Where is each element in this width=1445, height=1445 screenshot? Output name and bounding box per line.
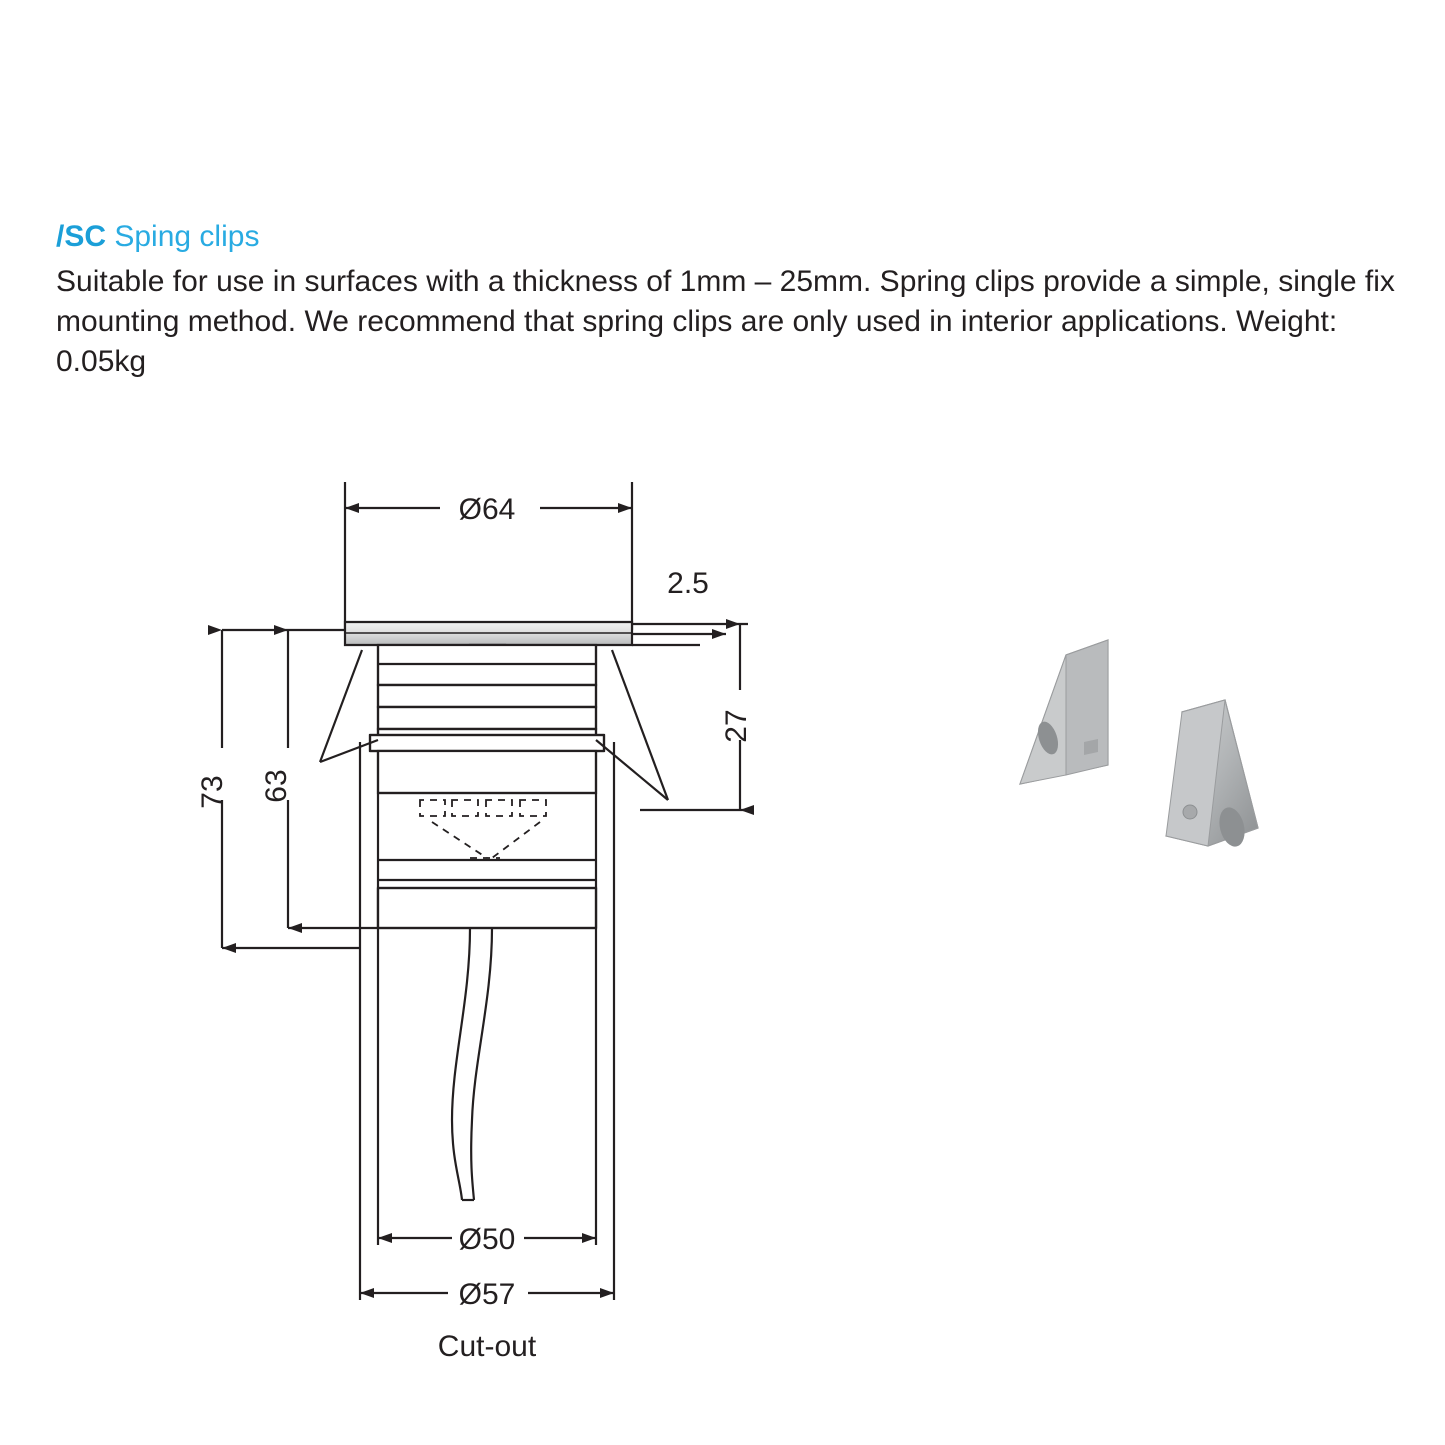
optic-detail [420, 800, 546, 858]
label-body-height: 27 [720, 709, 753, 743]
product-code: /SC [56, 220, 107, 253]
label-cutout: Cut-out [437, 1330, 537, 1363]
header-description: Suitable for use in surfaces with a thickness of 1mm – 25mm. Spring clips provide a simple, single fix mounting method. We recommend that spring clips are only used in interior applications. Weight: 0.05kg [56, 265, 1395, 378]
spring-clip-illustration-left [1020, 640, 1108, 784]
label-inner-depth: 63 [260, 769, 293, 803]
label-outer-diameter: Ø64 [458, 493, 516, 526]
label-cutout-inner: Ø50 [458, 1223, 516, 1256]
page-title: Sping clips [114, 220, 260, 253]
label-total-depth: 73 [196, 775, 229, 809]
label-cutout-outer: Ø57 [458, 1278, 516, 1311]
fixture-body [370, 645, 604, 928]
spring-clip-illustration-right [1166, 700, 1258, 849]
label-flange-thickness: 2.5 [667, 567, 709, 600]
cutout-extension-lines [360, 742, 614, 1300]
dim-inner-depth [288, 630, 378, 928]
cable [452, 928, 492, 1200]
